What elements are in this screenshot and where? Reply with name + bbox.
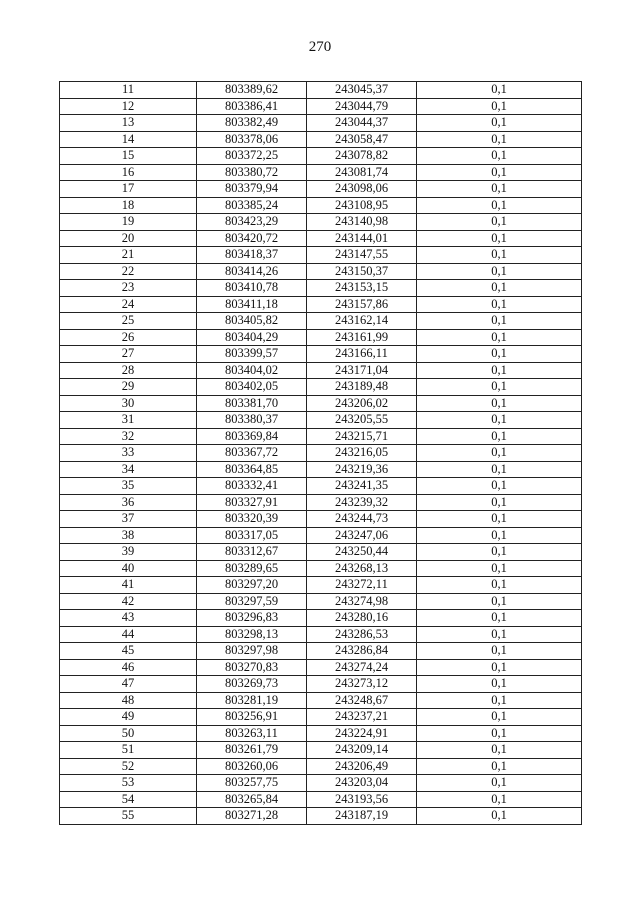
point-number-cell: 47 xyxy=(60,676,197,693)
point-number-cell: 23 xyxy=(60,280,197,297)
accuracy-cell: 0,1 xyxy=(417,791,582,808)
table-row xyxy=(60,478,582,495)
table-row xyxy=(60,692,582,709)
y-coordinate-cell: 243044,37 xyxy=(307,115,417,132)
x-coordinate-cell: 803405,82 xyxy=(197,313,307,330)
y-coordinate-cell: 243248,67 xyxy=(307,692,417,709)
table-row xyxy=(60,247,582,264)
table-row xyxy=(60,329,582,346)
y-coordinate-cell: 243171,04 xyxy=(307,362,417,379)
table-row xyxy=(60,313,582,330)
point-number-cell: 41 xyxy=(60,577,197,594)
table-row xyxy=(60,197,582,214)
y-coordinate-cell: 243144,01 xyxy=(307,230,417,247)
table-row xyxy=(60,560,582,577)
accuracy-cell: 0,1 xyxy=(417,478,582,495)
point-number-cell: 39 xyxy=(60,544,197,561)
table-row xyxy=(60,445,582,462)
table-row xyxy=(60,214,582,231)
accuracy-cell: 0,1 xyxy=(417,181,582,198)
x-coordinate-cell: 803320,39 xyxy=(197,511,307,528)
accuracy-cell: 0,1 xyxy=(417,461,582,478)
y-coordinate-cell: 243215,71 xyxy=(307,428,417,445)
accuracy-cell: 0,1 xyxy=(417,511,582,528)
accuracy-cell: 0,1 xyxy=(417,379,582,396)
table-row xyxy=(60,148,582,165)
accuracy-cell: 0,1 xyxy=(417,82,582,99)
x-coordinate-cell: 803256,91 xyxy=(197,709,307,726)
x-coordinate-cell: 803402,05 xyxy=(197,379,307,396)
point-number-cell: 48 xyxy=(60,692,197,709)
accuracy-cell: 0,1 xyxy=(417,164,582,181)
y-coordinate-cell: 243147,55 xyxy=(307,247,417,264)
accuracy-cell: 0,1 xyxy=(417,362,582,379)
x-coordinate-cell: 803261,79 xyxy=(197,742,307,759)
y-coordinate-cell: 243274,98 xyxy=(307,593,417,610)
point-number-cell: 18 xyxy=(60,197,197,214)
accuracy-cell: 0,1 xyxy=(417,115,582,132)
x-coordinate-cell: 803270,83 xyxy=(197,659,307,676)
x-coordinate-cell: 803297,59 xyxy=(197,593,307,610)
accuracy-cell: 0,1 xyxy=(417,280,582,297)
accuracy-cell: 0,1 xyxy=(417,313,582,330)
accuracy-cell: 0,1 xyxy=(417,98,582,115)
y-coordinate-cell: 243224,91 xyxy=(307,725,417,742)
table-row xyxy=(60,346,582,363)
point-number-cell: 35 xyxy=(60,478,197,495)
x-coordinate-cell: 803410,78 xyxy=(197,280,307,297)
y-coordinate-cell: 243140,98 xyxy=(307,214,417,231)
point-number-cell: 54 xyxy=(60,791,197,808)
table-row xyxy=(60,115,582,132)
point-number-cell: 44 xyxy=(60,626,197,643)
y-coordinate-cell: 243078,82 xyxy=(307,148,417,165)
point-number-cell: 36 xyxy=(60,494,197,511)
accuracy-cell: 0,1 xyxy=(417,263,582,280)
y-coordinate-cell: 243187,19 xyxy=(307,808,417,825)
accuracy-cell: 0,1 xyxy=(417,775,582,792)
x-coordinate-cell: 803297,20 xyxy=(197,577,307,594)
x-coordinate-cell: 803420,72 xyxy=(197,230,307,247)
x-coordinate-cell: 803327,91 xyxy=(197,494,307,511)
x-coordinate-cell: 803271,28 xyxy=(197,808,307,825)
table-row xyxy=(60,725,582,742)
point-number-cell: 52 xyxy=(60,758,197,775)
y-coordinate-cell: 243098,06 xyxy=(307,181,417,198)
accuracy-cell: 0,1 xyxy=(417,247,582,264)
accuracy-cell: 0,1 xyxy=(417,494,582,511)
point-number-cell: 43 xyxy=(60,610,197,627)
table-row xyxy=(60,461,582,478)
point-number-cell: 53 xyxy=(60,775,197,792)
x-coordinate-cell: 803332,41 xyxy=(197,478,307,495)
x-coordinate-cell: 803367,72 xyxy=(197,445,307,462)
point-number-cell: 19 xyxy=(60,214,197,231)
accuracy-cell: 0,1 xyxy=(417,709,582,726)
accuracy-cell: 0,1 xyxy=(417,197,582,214)
accuracy-cell: 0,1 xyxy=(417,296,582,313)
y-coordinate-cell: 243206,49 xyxy=(307,758,417,775)
y-coordinate-cell: 243205,55 xyxy=(307,412,417,429)
x-coordinate-cell: 803269,73 xyxy=(197,676,307,693)
table-row xyxy=(60,98,582,115)
table-row xyxy=(60,742,582,759)
y-coordinate-cell: 243150,37 xyxy=(307,263,417,280)
accuracy-cell: 0,1 xyxy=(417,725,582,742)
x-coordinate-cell: 803379,94 xyxy=(197,181,307,198)
accuracy-cell: 0,1 xyxy=(417,643,582,660)
table-row xyxy=(60,643,582,660)
point-number-cell: 38 xyxy=(60,527,197,544)
x-coordinate-cell: 803281,19 xyxy=(197,692,307,709)
y-coordinate-cell: 243286,84 xyxy=(307,643,417,660)
accuracy-cell: 0,1 xyxy=(417,412,582,429)
table-row xyxy=(60,676,582,693)
y-coordinate-cell: 243153,15 xyxy=(307,280,417,297)
y-coordinate-cell: 243203,04 xyxy=(307,775,417,792)
x-coordinate-cell: 803257,75 xyxy=(197,775,307,792)
y-coordinate-cell: 243166,11 xyxy=(307,346,417,363)
table-row xyxy=(60,544,582,561)
point-number-cell: 55 xyxy=(60,808,197,825)
x-coordinate-cell: 803265,84 xyxy=(197,791,307,808)
x-coordinate-cell: 803380,37 xyxy=(197,412,307,429)
x-coordinate-cell: 803260,06 xyxy=(197,758,307,775)
point-number-cell: 16 xyxy=(60,164,197,181)
table-row xyxy=(60,626,582,643)
point-number-cell: 34 xyxy=(60,461,197,478)
y-coordinate-cell: 243108,95 xyxy=(307,197,417,214)
point-number-cell: 30 xyxy=(60,395,197,412)
accuracy-cell: 0,1 xyxy=(417,758,582,775)
point-number-cell: 40 xyxy=(60,560,197,577)
y-coordinate-cell: 243161,99 xyxy=(307,329,417,346)
y-coordinate-cell: 243244,73 xyxy=(307,511,417,528)
x-coordinate-cell: 803411,18 xyxy=(197,296,307,313)
table-row xyxy=(60,379,582,396)
point-number-cell: 11 xyxy=(60,82,197,99)
x-coordinate-cell: 803296,83 xyxy=(197,610,307,627)
x-coordinate-cell: 803372,25 xyxy=(197,148,307,165)
point-number-cell: 14 xyxy=(60,131,197,148)
x-coordinate-cell: 803404,02 xyxy=(197,362,307,379)
x-coordinate-cell: 803297,98 xyxy=(197,643,307,660)
x-coordinate-cell: 803298,13 xyxy=(197,626,307,643)
point-number-cell: 17 xyxy=(60,181,197,198)
y-coordinate-cell: 243273,12 xyxy=(307,676,417,693)
y-coordinate-cell: 243193,56 xyxy=(307,791,417,808)
x-coordinate-cell: 803382,49 xyxy=(197,115,307,132)
point-number-cell: 21 xyxy=(60,247,197,264)
x-coordinate-cell: 803312,67 xyxy=(197,544,307,561)
y-coordinate-cell: 243044,79 xyxy=(307,98,417,115)
x-coordinate-cell: 803386,41 xyxy=(197,98,307,115)
y-coordinate-cell: 243286,53 xyxy=(307,626,417,643)
accuracy-cell: 0,1 xyxy=(417,214,582,231)
accuracy-cell: 0,1 xyxy=(417,577,582,594)
accuracy-cell: 0,1 xyxy=(417,131,582,148)
table-row xyxy=(60,181,582,198)
y-coordinate-cell: 243206,02 xyxy=(307,395,417,412)
point-number-cell: 45 xyxy=(60,643,197,660)
x-coordinate-cell: 803289,65 xyxy=(197,560,307,577)
table-row xyxy=(60,362,582,379)
point-number-cell: 22 xyxy=(60,263,197,280)
accuracy-cell: 0,1 xyxy=(417,445,582,462)
point-number-cell: 26 xyxy=(60,329,197,346)
y-coordinate-cell: 243250,44 xyxy=(307,544,417,561)
x-coordinate-cell: 803423,29 xyxy=(197,214,307,231)
table-row xyxy=(60,230,582,247)
page-number: 270 xyxy=(308,39,332,55)
y-coordinate-cell: 243162,14 xyxy=(307,313,417,330)
point-number-cell: 24 xyxy=(60,296,197,313)
table-row xyxy=(60,412,582,429)
y-coordinate-cell: 243239,32 xyxy=(307,494,417,511)
point-number-cell: 13 xyxy=(60,115,197,132)
accuracy-cell: 0,1 xyxy=(417,329,582,346)
y-coordinate-cell: 243237,21 xyxy=(307,709,417,726)
x-coordinate-cell: 803404,29 xyxy=(197,329,307,346)
y-coordinate-cell: 243280,16 xyxy=(307,610,417,627)
accuracy-cell: 0,1 xyxy=(417,610,582,627)
accuracy-cell: 0,1 xyxy=(417,808,582,825)
y-coordinate-cell: 243219,36 xyxy=(307,461,417,478)
table-row xyxy=(60,791,582,808)
table-row xyxy=(60,659,582,676)
coordinates-table-body xyxy=(60,82,582,825)
table-row xyxy=(60,808,582,825)
table-row xyxy=(60,131,582,148)
x-coordinate-cell: 803369,84 xyxy=(197,428,307,445)
point-number-cell: 29 xyxy=(60,379,197,396)
point-number-cell: 46 xyxy=(60,659,197,676)
point-number-cell: 12 xyxy=(60,98,197,115)
accuracy-cell: 0,1 xyxy=(417,230,582,247)
table-row xyxy=(60,610,582,627)
y-coordinate-cell: 243241,35 xyxy=(307,478,417,495)
point-number-cell: 20 xyxy=(60,230,197,247)
table-row xyxy=(60,395,582,412)
point-number-cell: 33 xyxy=(60,445,197,462)
accuracy-cell: 0,1 xyxy=(417,428,582,445)
y-coordinate-cell: 243274,24 xyxy=(307,659,417,676)
table-row xyxy=(60,709,582,726)
x-coordinate-cell: 803389,62 xyxy=(197,82,307,99)
x-coordinate-cell: 803399,57 xyxy=(197,346,307,363)
accuracy-cell: 0,1 xyxy=(417,692,582,709)
accuracy-cell: 0,1 xyxy=(417,395,582,412)
point-number-cell: 51 xyxy=(60,742,197,759)
point-number-cell: 27 xyxy=(60,346,197,363)
point-number-cell: 32 xyxy=(60,428,197,445)
y-coordinate-cell: 243216,05 xyxy=(307,445,417,462)
accuracy-cell: 0,1 xyxy=(417,544,582,561)
y-coordinate-cell: 243157,86 xyxy=(307,296,417,313)
table-row xyxy=(60,428,582,445)
point-number-cell: 42 xyxy=(60,593,197,610)
table-row xyxy=(60,280,582,297)
x-coordinate-cell: 803380,72 xyxy=(197,164,307,181)
x-coordinate-cell: 803378,06 xyxy=(197,131,307,148)
point-number-cell: 31 xyxy=(60,412,197,429)
point-number-cell: 49 xyxy=(60,709,197,726)
accuracy-cell: 0,1 xyxy=(417,593,582,610)
point-number-cell: 15 xyxy=(60,148,197,165)
x-coordinate-cell: 803317,05 xyxy=(197,527,307,544)
table-row xyxy=(60,164,582,181)
y-coordinate-cell: 243209,14 xyxy=(307,742,417,759)
y-coordinate-cell: 243189,48 xyxy=(307,379,417,396)
table-row xyxy=(60,263,582,280)
table-row xyxy=(60,758,582,775)
point-number-cell: 25 xyxy=(60,313,197,330)
accuracy-cell: 0,1 xyxy=(417,346,582,363)
table-row xyxy=(60,511,582,528)
y-coordinate-cell: 243268,13 xyxy=(307,560,417,577)
x-coordinate-cell: 803263,11 xyxy=(197,725,307,742)
y-coordinate-cell: 243045,37 xyxy=(307,82,417,99)
accuracy-cell: 0,1 xyxy=(417,626,582,643)
y-coordinate-cell: 243081,74 xyxy=(307,164,417,181)
point-number-cell: 28 xyxy=(60,362,197,379)
table-row xyxy=(60,82,582,99)
x-coordinate-cell: 803381,70 xyxy=(197,395,307,412)
x-coordinate-cell: 803364,85 xyxy=(197,461,307,478)
x-coordinate-cell: 803414,26 xyxy=(197,263,307,280)
y-coordinate-cell: 243247,06 xyxy=(307,527,417,544)
y-coordinate-cell: 243272,11 xyxy=(307,577,417,594)
table-row xyxy=(60,527,582,544)
point-number-cell: 50 xyxy=(60,725,197,742)
table-row xyxy=(60,494,582,511)
accuracy-cell: 0,1 xyxy=(417,527,582,544)
accuracy-cell: 0,1 xyxy=(417,742,582,759)
accuracy-cell: 0,1 xyxy=(417,659,582,676)
x-coordinate-cell: 803385,24 xyxy=(197,197,307,214)
point-number-cell: 37 xyxy=(60,511,197,528)
table-row xyxy=(60,775,582,792)
x-coordinate-cell: 803418,37 xyxy=(197,247,307,264)
y-coordinate-cell: 243058,47 xyxy=(307,131,417,148)
table-row xyxy=(60,593,582,610)
table-row xyxy=(60,577,582,594)
accuracy-cell: 0,1 xyxy=(417,676,582,693)
accuracy-cell: 0,1 xyxy=(417,560,582,577)
accuracy-cell: 0,1 xyxy=(417,148,582,165)
table-row xyxy=(60,296,582,313)
coordinates-table xyxy=(59,81,582,825)
